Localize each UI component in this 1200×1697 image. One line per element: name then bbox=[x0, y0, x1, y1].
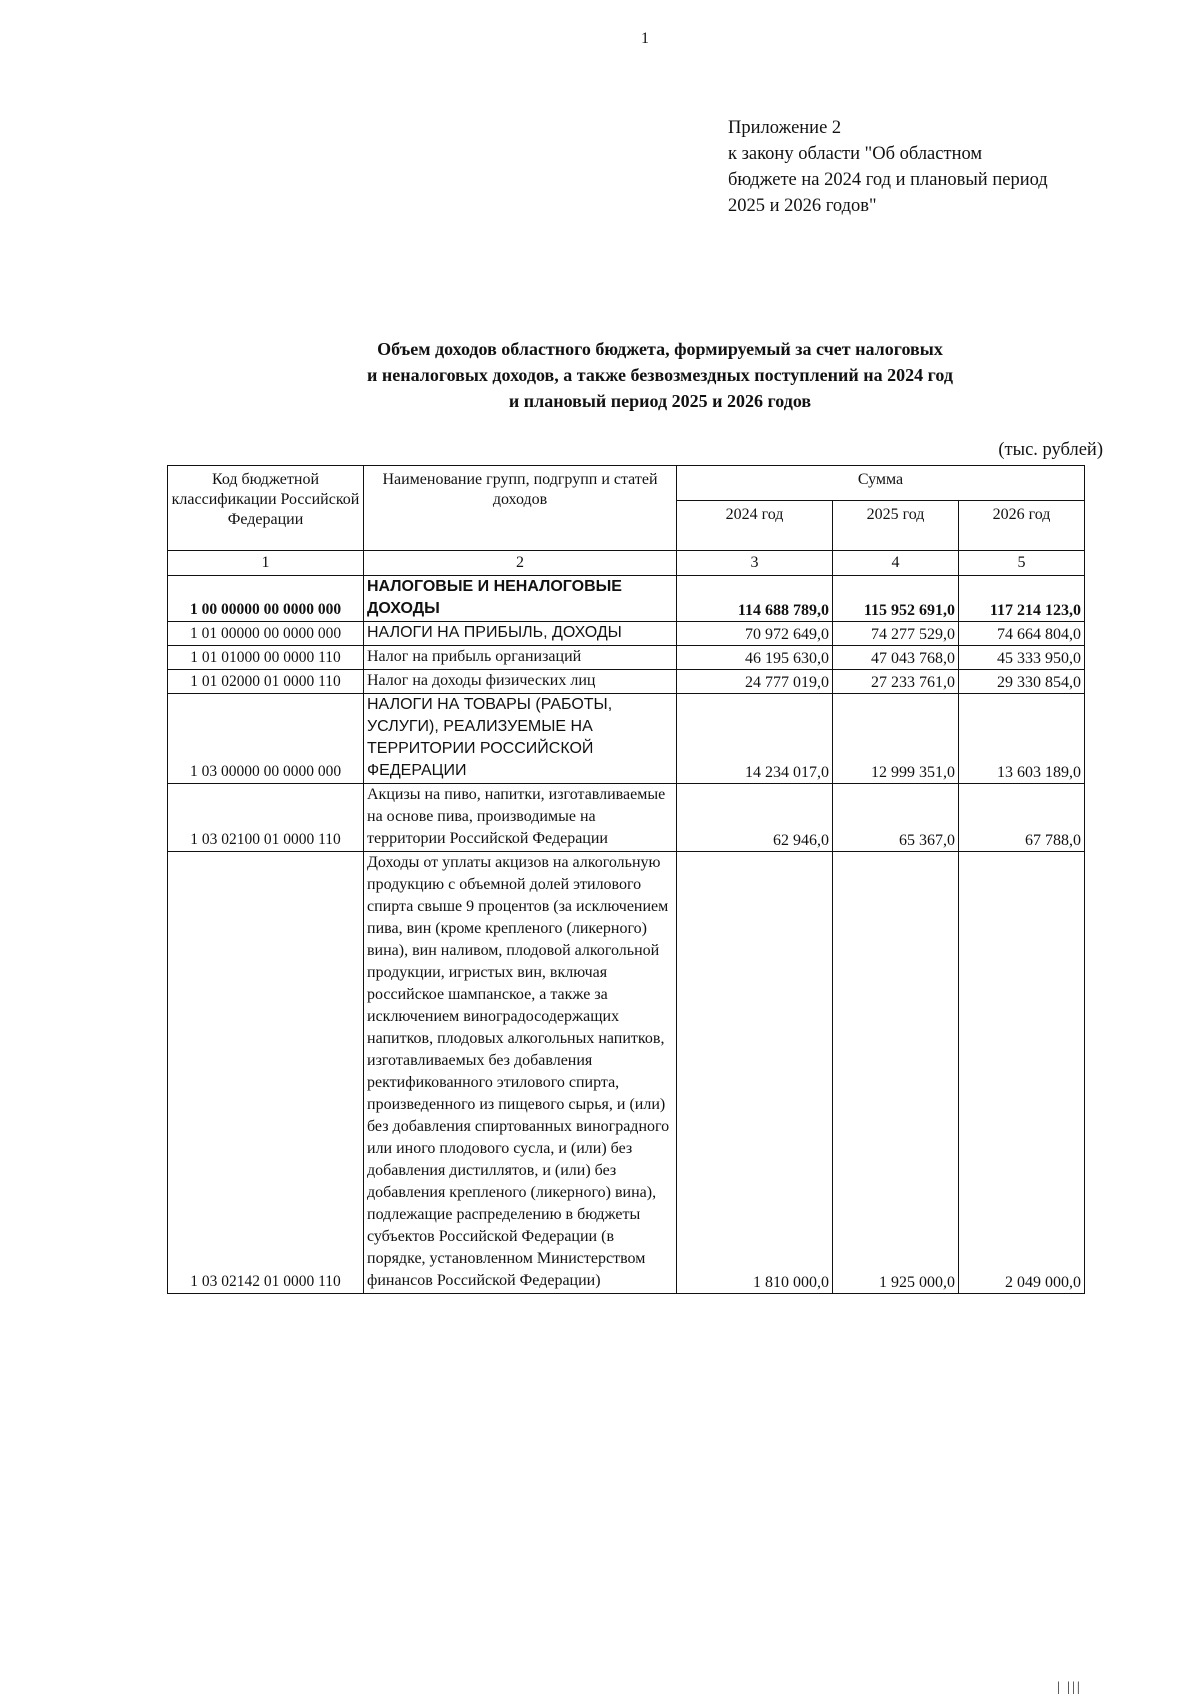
row-value-2025: 27 233 761,0 bbox=[833, 670, 959, 694]
appendix-line: бюджете на 2024 год и плановый период bbox=[728, 170, 1048, 190]
header-sum: Сумма bbox=[677, 466, 1085, 501]
column-number: 2 bbox=[364, 551, 677, 576]
row-name: НАЛОГИ НА ТОВАРЫ (РАБОТЫ, УСЛУГИ), РЕАЛИЗУЕМЫЕ НА ТЕРРИТОРИИ РОССИЙСКОЙ ФЕДЕРАЦИИ bbox=[364, 694, 677, 784]
row-name: Налог на доходы физических лиц bbox=[364, 670, 677, 694]
page-number: 1 bbox=[641, 30, 649, 47]
table-row bbox=[168, 646, 1085, 670]
appendix-note bbox=[728, 115, 1048, 219]
header-year-2024: 2024 год bbox=[677, 501, 833, 551]
column-number: 3 bbox=[677, 551, 833, 576]
row-value-2024: 70 972 649,0 bbox=[677, 622, 833, 646]
revenue-table bbox=[167, 465, 1085, 1294]
scan-marks: | ||| bbox=[1057, 1680, 1082, 1695]
title-line: Объем доходов областного бюджета, формируемый за счет налоговых bbox=[377, 339, 943, 359]
appendix-line: Приложение 2 bbox=[728, 118, 842, 138]
title-line: и неналоговых доходов, а также безвозмездных поступлений на 2024 год bbox=[367, 365, 953, 385]
document-title bbox=[160, 336, 1160, 414]
row-value-2026: 2 049 000,0 bbox=[959, 852, 1085, 1294]
row-value-2025: 74 277 529,0 bbox=[833, 622, 959, 646]
table-row bbox=[168, 852, 1085, 1294]
header-year-2026: 2026 год bbox=[959, 501, 1085, 551]
row-value-2026: 45 333 950,0 bbox=[959, 646, 1085, 670]
row-value-2024: 62 946,0 bbox=[677, 784, 833, 852]
header-year-2025: 2025 год bbox=[833, 501, 959, 551]
row-value-2024: 14 234 017,0 bbox=[677, 694, 833, 784]
row-name: НАЛОГОВЫЕ И НЕНАЛОГОВЫЕ ДОХОДЫ bbox=[364, 576, 677, 622]
row-value-2025: 12 999 351,0 bbox=[833, 694, 959, 784]
row-value-2024: 1 810 000,0 bbox=[677, 852, 833, 1294]
table-row bbox=[168, 576, 1085, 622]
row-code: 1 00 00000 00 0000 000 bbox=[168, 576, 364, 622]
row-code: 1 03 00000 00 0000 000 bbox=[168, 694, 364, 784]
header-code: Код бюджетной классификации Российской Федерации bbox=[168, 466, 364, 551]
row-name: Акцизы на пиво, напитки, изготавливаемые на основе пива, производимые на территории Российской Федерации bbox=[364, 784, 677, 852]
title-line: и плановый период 2025 и 2026 годов bbox=[508, 391, 812, 411]
row-value-2024: 24 777 019,0 bbox=[677, 670, 833, 694]
row-value-2026: 117 214 123,0 bbox=[959, 576, 1085, 622]
column-number: 1 bbox=[168, 551, 364, 576]
row-value-2024: 46 195 630,0 bbox=[677, 646, 833, 670]
units-label: (тыс. рублей) bbox=[998, 440, 1103, 460]
row-code: 1 03 02142 01 0000 110 bbox=[168, 852, 364, 1294]
column-number: 4 bbox=[833, 551, 959, 576]
row-name: Доходы от уплаты акцизов на алкогольную продукцию с объемной долей этилового спирта свыше 9 процентов (за исключением пива, вин (кроме крепленого (ликерного) вина), вин наливом, плодовой алкогольной продукции, игристых вин, включая российское шампанское, а также за исключением виноградосодержащих напитков, плодовых алкогольных напитков, изготавливаемых без добавления ректификованного этилового спирта, произведенного из пищевого сырья, и (или) без добавления спиртованных виноградного или иного плодового сусла, и (или) без добавления дистиллятов, и (или) без добавления крепленого (ликерного) вина), подлежащие распределению в бюджеты субъектов Российской Федерации (в порядке, установленном Министерством финансов Российской Федерации) bbox=[364, 852, 677, 1294]
row-value-2026: 67 788,0 bbox=[959, 784, 1085, 852]
row-name: НАЛОГИ НА ПРИБЫЛЬ, ДОХОДЫ bbox=[364, 622, 677, 646]
row-value-2026: 29 330 854,0 bbox=[959, 670, 1085, 694]
table-row bbox=[168, 622, 1085, 646]
header-name: Наименование групп, подгрупп и статей доходов bbox=[364, 466, 677, 551]
row-code: 1 01 00000 00 0000 000 bbox=[168, 622, 364, 646]
column-number: 5 bbox=[959, 551, 1085, 576]
appendix-line: к закону области "Об областном bbox=[728, 144, 983, 164]
table-row bbox=[168, 784, 1085, 852]
row-value-2025: 115 952 691,0 bbox=[833, 576, 959, 622]
appendix-line: 2025 и 2026 годов" bbox=[728, 196, 877, 216]
row-value-2025: 65 367,0 bbox=[833, 784, 959, 852]
row-code: 1 03 02100 01 0000 110 bbox=[168, 784, 364, 852]
row-value-2026: 13 603 189,0 bbox=[959, 694, 1085, 784]
column-numbers-row bbox=[168, 551, 1085, 576]
table-row bbox=[168, 694, 1085, 784]
row-code: 1 01 01000 00 0000 110 bbox=[168, 646, 364, 670]
row-value-2024: 114 688 789,0 bbox=[677, 576, 833, 622]
row-value-2025: 47 043 768,0 bbox=[833, 646, 959, 670]
row-value-2025: 1 925 000,0 bbox=[833, 852, 959, 1294]
row-code: 1 01 02000 01 0000 110 bbox=[168, 670, 364, 694]
row-name: Налог на прибыль организаций bbox=[364, 646, 677, 670]
row-value-2026: 74 664 804,0 bbox=[959, 622, 1085, 646]
table-row bbox=[168, 670, 1085, 694]
